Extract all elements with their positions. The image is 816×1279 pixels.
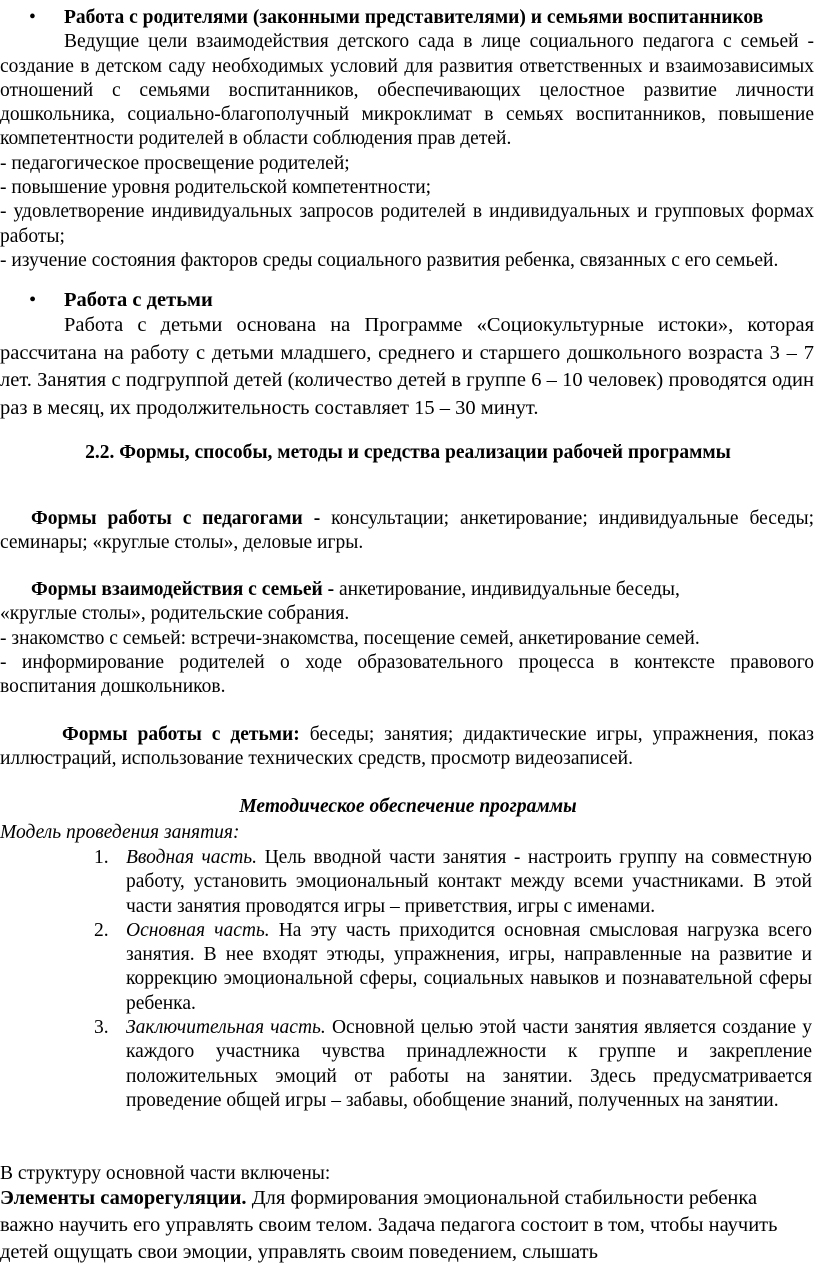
method-title — [0, 795, 816, 819]
parents-item: - изучение состояния факторов среды социального развития ребенка, связанных с его семьей. — [0, 249, 779, 271]
family-label: Формы взаимодействия с семьей - — [31, 579, 335, 600]
list-item — [0, 846, 814, 919]
parents-block — [0, 6, 814, 273]
teachers-text: консультации; анкетирование; индивидуальные беседы; семинары; «круглые столы», деловые игры. — [0, 508, 815, 554]
parents-intro: Ведущие цели взаимодействия детского сада в лице социального педагога с семьей - создание в детском саду необходимых условий для развития ответственных и взаимозависимых отношений с семьями воспитанников, обеспечивающих целостное развитие личности дошкольника, социально-благополучный микроклимат в семьях воспитанников, повышение компетентности родителей в области соблюдения прав детей. — [0, 31, 814, 150]
list-number: 1. — [94, 847, 109, 868]
teachers-label: Формы работы с педагогами - — [31, 508, 321, 529]
structure-line-text: В структуру основной части включены: — [0, 1163, 331, 1184]
parents-heading-text: Работа с родителями (законными представителями) и семьями воспитанников — [64, 7, 764, 28]
parents-item: - педагогическое просвещение родителей; — [0, 152, 350, 174]
selfreg-line2: важно научить его управлять своим телом. Задача педагога состоит в том, чтобы научить — [0, 1214, 778, 1236]
list-number: 2. — [94, 919, 109, 941]
family-item: - знакомство с семьей: встречи-знакомства, посещение семей, анкетирование семей. — [0, 627, 700, 649]
kids-forms — [0, 723, 814, 772]
selfreg-line1-text: Для формирования эмоциональной стабильности ребенка — [246, 1187, 758, 1209]
selfreg-line1 — [0, 1185, 814, 1212]
parents-item: - удовлетворение индивидуальных запросов родителей в индивидуальных и групповых формах работы; — [0, 201, 814, 247]
family-item: - информирование родителей о ходе образовательного процесса в контексте правового воспитания дошкольников. — [0, 651, 814, 698]
children-text: Работа с детьми основана на Программе «Социокультурные истоки», которая рассчитана на работу с детьми младшего, среднего и старшего дошкольного возраста 3 – 7 лет. Занятия с подгруппой детей (количество детей в группе 6 – 10 человек) проводятся один раз в месяц, их продолжительность составляет 15 – 30 минут. — [0, 314, 814, 420]
children-heading-text: Работа с детьми — [64, 289, 213, 311]
selfreg-block — [0, 1185, 814, 1266]
selfreg-label: Элементы саморегуляции. — [0, 1187, 247, 1209]
step-text: Цель вводной части занятия - настроить группу на совместную работу, установить эмоциональный контакт между всеми участниками. В этой части занятия проводятся игры – приветствия, игры с именами. — [126, 847, 812, 917]
model-label-text: Модель проведения занятия: — [0, 822, 240, 843]
kids-text: беседы; занятия; дидактические игры, упражнения, показ иллюстраций, использование технических средств, просмотр видеозаписей. — [0, 724, 814, 770]
family-text-line2: «круглые столы», родительские собрания. — [0, 603, 350, 625]
parents-heading — [0, 6, 814, 30]
selfreg-line3: детей ощущать свои эмоции, управлять своим поведением, слышать — [0, 1241, 598, 1263]
parents-item: - повышение уровня родительской компетентности; — [0, 177, 432, 199]
family-block — [0, 578, 814, 699]
method-title-text: Методическое обеспечение программы — [239, 796, 577, 817]
lesson-steps-list — [0, 846, 814, 1113]
teachers-forms — [0, 507, 814, 556]
children-block — [0, 288, 814, 423]
list-item — [0, 1016, 814, 1113]
list-item — [0, 919, 814, 1016]
section-title — [0, 441, 816, 465]
model-label — [0, 821, 814, 845]
step-term: Вводная часть. — [126, 847, 258, 868]
family-forms — [0, 578, 814, 602]
step-text: На эту часть приходится основная смысловая нагрузка всего занятия. В нее входят этюды, упражнения, игры, направленные на развитие и коррекцию эмоциональной сферы, социальных навыков и познавательной сферы ребенка. — [126, 919, 813, 1014]
step-term: Основная часть. — [126, 919, 270, 941]
kids-label: Формы работы с детьми: — [62, 724, 300, 745]
list-number: 3. — [94, 1017, 109, 1039]
children-heading — [0, 288, 814, 312]
bullet-icon: • — [29, 289, 37, 311]
section-title-text: 2.2. Формы, способы, методы и средства реализации рабочей программы — [85, 442, 731, 463]
structure-line — [0, 1162, 814, 1186]
bullet-icon: • — [29, 7, 36, 28]
step-text: Основной целью этой части занятия является создание у каждого участника чувства принадлежности к группе и закрепление положительных эмоций от работы на занятии. Здесь предусматривается проведение общей игры – забавы, обобщение знаний, полученных на занятии. — [126, 1017, 813, 1111]
family-text-line1: анкетирование, индивидуальные беседы, — [334, 579, 680, 600]
step-term: Заключительная часть. — [126, 1017, 326, 1039]
